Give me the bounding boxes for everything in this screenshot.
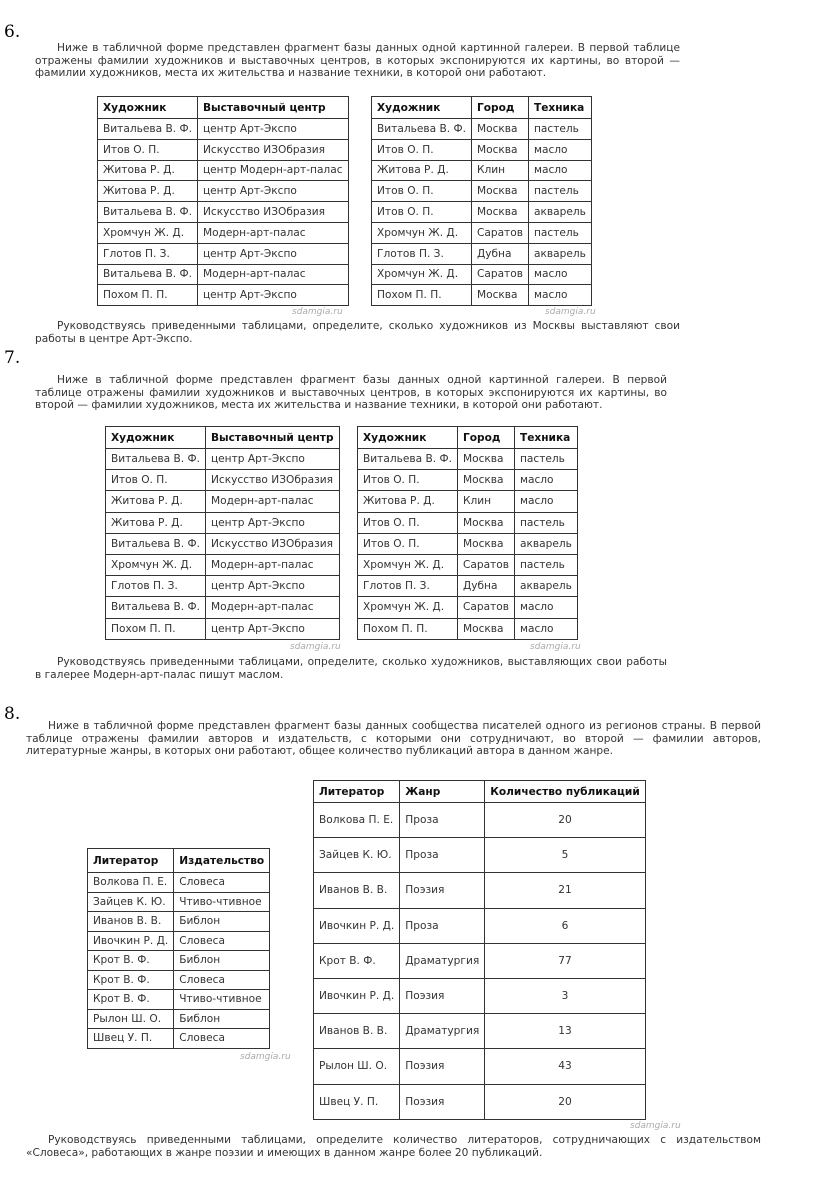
table-cell: акварель [514, 576, 577, 597]
table-cell: масло [528, 160, 591, 181]
table-row [314, 803, 646, 838]
column-header: Выставочный центр [205, 427, 339, 449]
problem-question: Руководствуясь приведенными таблицами, определите, сколько художников, выставляющих свои работы в галерее Модерн-арт-палас пишут маслом. [35, 656, 667, 681]
table-cell: центр Арт-Экспо [197, 119, 348, 140]
table-cell: Итов О. П. [98, 139, 198, 160]
table-cell: Итов О. П. [358, 533, 458, 554]
table-row [88, 1009, 270, 1029]
table-cell: Глотов П. З. [98, 243, 198, 264]
column-header: Литератор [314, 781, 400, 803]
table-row [372, 139, 592, 160]
table-cell: Швец У. П. [88, 1029, 174, 1049]
table-cell: Витальева В. Ф. [106, 597, 206, 618]
table-cell: Словеса [174, 931, 270, 951]
table-row [358, 449, 578, 470]
table-cell: Витальева В. Ф. [98, 119, 198, 140]
table-cell: Рылон Ш. О. [88, 1009, 174, 1029]
table-row [106, 512, 340, 533]
table-row [88, 990, 270, 1010]
table-row [372, 243, 592, 264]
table-cell: пастель [528, 222, 591, 243]
table-cell: Чтиво-чтивное [174, 990, 270, 1010]
column-header: Художник [372, 97, 472, 119]
table-row [98, 264, 349, 285]
table-cell: Поэзия [400, 873, 485, 908]
table-row [372, 202, 592, 223]
table-row [372, 160, 592, 181]
table-cell: Модерн-арт-палас [197, 222, 348, 243]
table-row [106, 576, 340, 597]
table-row [314, 873, 646, 908]
table-cell: Крот В. Ф. [88, 990, 174, 1010]
table-cell: масло [514, 491, 577, 512]
table-row [106, 470, 340, 491]
table-cell: Искусство ИЗОбразия [205, 470, 339, 491]
table-cell: центр Арт-Экспо [197, 285, 348, 306]
table-row [98, 243, 349, 264]
table-cell: Волкова П. Е. [314, 803, 400, 838]
table-row [358, 618, 578, 639]
table-cell: центр Арт-Экспо [197, 243, 348, 264]
table-cell: 3 [485, 978, 646, 1013]
watermark: sdamgia.ru [545, 307, 596, 317]
table-cell: центр Арт-Экспо [205, 512, 339, 533]
table-row [314, 943, 646, 978]
table-row [358, 512, 578, 533]
problem-number: 8. [4, 704, 21, 724]
problem-number: 7. [4, 348, 21, 368]
table-cell: пастель [528, 181, 591, 202]
table-row [88, 873, 270, 893]
table-cell: Похом П. П. [372, 285, 472, 306]
table-cell: Итов О. П. [358, 512, 458, 533]
table-cell: Словеса [174, 873, 270, 893]
table-cell: Витальева В. Ф. [372, 119, 472, 140]
table-cell: Саратов [471, 222, 528, 243]
table-t6a [97, 96, 349, 306]
table-cell: Похом П. П. [106, 618, 206, 639]
table-cell: Похом П. П. [358, 618, 458, 639]
table-cell: Итов О. П. [372, 139, 472, 160]
table-cell: центр Арт-Экспо [205, 576, 339, 597]
table-cell: 20 [485, 1084, 646, 1119]
table-cell: Москва [471, 181, 528, 202]
table-row [88, 970, 270, 990]
watermark: sdamgia.ru [290, 642, 341, 652]
table-cell: Москва [457, 449, 514, 470]
table-cell: Модерн-арт-палас [205, 491, 339, 512]
column-header: Жанр [400, 781, 485, 803]
table-cell: Словеса [174, 1029, 270, 1049]
table-cell: масло [528, 285, 591, 306]
table-cell: масло [514, 470, 577, 491]
table-cell: акварель [528, 243, 591, 264]
table-row [98, 119, 349, 140]
table-cell: пастель [514, 512, 577, 533]
table-cell: Глотов П. З. [106, 576, 206, 597]
problem-text: Ниже в табличной форме представлен фрагмент базы данных одной картинной галереи. В первой таблице отражены фамилии художников и выставочных центров, в которых экспонируются их картины, во второй — фамилии художников, места их жительства и название техники, в которой они работают. [35, 374, 667, 411]
table-cell: Проза [400, 803, 485, 838]
table-cell: Поэзия [400, 1049, 485, 1084]
column-header: Издательство [174, 849, 270, 873]
table-header-row [372, 97, 592, 119]
table-cell: Витальева В. Ф. [106, 449, 206, 470]
table-row [314, 908, 646, 943]
column-header: Литератор [88, 849, 174, 873]
table-cell: Саратов [457, 597, 514, 618]
table-row [106, 618, 340, 639]
table-row [314, 978, 646, 1013]
table-cell: акварель [528, 202, 591, 223]
table-row [98, 181, 349, 202]
table-cell: Витальева В. Ф. [98, 264, 198, 285]
table-cell: Искусство ИЗОбразия [197, 139, 348, 160]
table-cell: Библон [174, 912, 270, 932]
table-row [98, 285, 349, 306]
table-cell: центр Арт-Экспо [205, 449, 339, 470]
table-row [106, 554, 340, 575]
table-row [98, 202, 349, 223]
table-cell: центр Арт-Экспо [197, 181, 348, 202]
table-cell: Хромчун Ж. Д. [106, 554, 206, 575]
table-cell: Модерн-арт-палас [197, 264, 348, 285]
table-row [106, 449, 340, 470]
table-cell: Ивочкин Р. Д. [88, 931, 174, 951]
table-cell: Москва [457, 618, 514, 639]
table-row [314, 838, 646, 873]
table-cell: Клин [457, 491, 514, 512]
table-row [98, 222, 349, 243]
table-cell: Крот В. Ф. [314, 943, 400, 978]
column-header: Город [471, 97, 528, 119]
table-cell: центр Модерн-арт-палас [197, 160, 348, 181]
table-cell: Модерн-арт-палас [205, 554, 339, 575]
table-row [314, 1084, 646, 1119]
table-cell: Москва [471, 285, 528, 306]
table-cell: Витальева В. Ф. [358, 449, 458, 470]
table-row [106, 597, 340, 618]
table-cell: Поэзия [400, 978, 485, 1013]
table-cell: Витальева В. Ф. [106, 533, 206, 554]
table-cell: Драматургия [400, 943, 485, 978]
table-cell: 6 [485, 908, 646, 943]
column-header: Выставочный центр [197, 97, 348, 119]
problem-number: 6. [4, 22, 21, 42]
table-header-row [106, 427, 340, 449]
table-row [88, 951, 270, 971]
table-header-row [98, 97, 349, 119]
table-cell: Швец У. П. [314, 1084, 400, 1119]
problem-text: Ниже в табличной форме представлен фрагмент базы данных одной картинной галереи. В первой таблице отражены фамилии художников и выставочных центров, в которых экспонируются их картины, во второй — фамилии художников, места их жительства и название техники, в которой они работают. [35, 42, 680, 79]
table-cell: 21 [485, 873, 646, 908]
table-cell: Зайцев К. Ю. [314, 838, 400, 873]
watermark: sdamgia.ru [530, 642, 581, 652]
table-cell: Москва [457, 512, 514, 533]
table-cell: Иванов В. В. [314, 1014, 400, 1049]
table-cell: Итов О. П. [372, 202, 472, 223]
table-row [358, 533, 578, 554]
table-cell: Библон [174, 951, 270, 971]
table-cell: масло [514, 618, 577, 639]
table-cell: Рылон Ш. О. [314, 1049, 400, 1084]
column-header: Город [457, 427, 514, 449]
table-cell: Хромчун Ж. Д. [358, 554, 458, 575]
table-cell: 20 [485, 803, 646, 838]
table-t7a [105, 426, 340, 640]
problem-text: Ниже в табличной форме представлен фрагмент базы данных сообщества писателей одного из регионов страны. В первой таблице отражены фамилии авторов и издательств, с которыми они сотрудничают, во второй — фамилии авторов, литературные жанры, в которых они работают, общее количество публикаций автора в данном жанре. [26, 720, 761, 757]
table-cell: Клин [471, 160, 528, 181]
table-row [372, 285, 592, 306]
table-cell: Ивочкин Р. Д. [314, 978, 400, 1013]
table-t8a [87, 848, 270, 1049]
table-cell: Похом П. П. [98, 285, 198, 306]
table-cell: Дубна [457, 576, 514, 597]
watermark: sdamgia.ru [630, 1121, 681, 1131]
table-cell: Хромчун Ж. Д. [98, 222, 198, 243]
table-cell: Житова Р. Д. [106, 512, 206, 533]
table-cell: Модерн-арт-палас [205, 597, 339, 618]
column-header: Художник [98, 97, 198, 119]
table-header-row [88, 849, 270, 873]
table-cell: Глотов П. З. [372, 243, 472, 264]
table-cell: пастель [528, 119, 591, 140]
table-cell: Искусство ИЗОбразия [197, 202, 348, 223]
table-cell: Итов О. П. [372, 181, 472, 202]
table-cell: Житова Р. Д. [106, 491, 206, 512]
table-cell: 77 [485, 943, 646, 978]
table-cell: Библон [174, 1009, 270, 1029]
table-cell: Хромчун Ж. Д. [372, 222, 472, 243]
table-row [106, 533, 340, 554]
table-cell: Хромчун Ж. Д. [358, 597, 458, 618]
table-cell: 43 [485, 1049, 646, 1084]
table-cell: масло [528, 139, 591, 160]
problem-question: Руководствуясь приведенными таблицами, определите количество литераторов, сотрудничающих с издательством «Словеса», работающих в жанре поэзии и имеющих в данном жанре более 20 публикаций. [26, 1134, 761, 1159]
column-header: Техника [514, 427, 577, 449]
watermark: sdamgia.ru [292, 307, 343, 317]
table-row [98, 139, 349, 160]
table-row [106, 491, 340, 512]
table-cell: Крот В. Ф. [88, 970, 174, 990]
table-cell: Житова Р. Д. [98, 181, 198, 202]
column-header: Техника [528, 97, 591, 119]
problem-question: Руководствуясь приведенными таблицами, определите, сколько художников из Москвы выставляют свои работы в центре Арт-Экспо. [35, 320, 680, 345]
table-cell: центр Арт-Экспо [205, 618, 339, 639]
table-row [314, 1014, 646, 1049]
table-row [372, 119, 592, 140]
table-cell: 5 [485, 838, 646, 873]
table-cell: Итов О. П. [106, 470, 206, 491]
table-row [358, 554, 578, 575]
table-cell: Саратов [471, 264, 528, 285]
table-cell: Искусство ИЗОбразия [205, 533, 339, 554]
table-cell: Житова Р. Д. [358, 491, 458, 512]
table-cell: Москва [471, 202, 528, 223]
table-cell: масло [528, 264, 591, 285]
table-cell: Хромчун Ж. Д. [372, 264, 472, 285]
column-header: Количество публикаций [485, 781, 646, 803]
table-row [358, 597, 578, 618]
table-row [358, 576, 578, 597]
table-cell: Итов О. П. [358, 470, 458, 491]
watermark: sdamgia.ru [240, 1052, 291, 1062]
table-row [88, 931, 270, 951]
column-header: Художник [358, 427, 458, 449]
table-cell: Глотов П. З. [358, 576, 458, 597]
table-cell: Словеса [174, 970, 270, 990]
table-row [98, 160, 349, 181]
table-cell: пастель [514, 449, 577, 470]
table-cell: Иванов В. В. [314, 873, 400, 908]
column-header: Художник [106, 427, 206, 449]
table-row [88, 892, 270, 912]
table-row [88, 1029, 270, 1049]
table-t7b [357, 426, 578, 640]
table-t6b [371, 96, 592, 306]
table-cell: Ивочкин Р. Д. [314, 908, 400, 943]
table-row [88, 912, 270, 932]
table-cell: Зайцев К. Ю. [88, 892, 174, 912]
table-row [372, 222, 592, 243]
table-cell: Москва [457, 533, 514, 554]
table-cell: Витальева В. Ф. [98, 202, 198, 223]
table-cell: масло [514, 597, 577, 618]
table-header-row [314, 781, 646, 803]
table-cell: Крот В. Ф. [88, 951, 174, 971]
table-cell: Иванов В. В. [88, 912, 174, 932]
table-t8b [313, 780, 646, 1120]
table-cell: Волкова П. Е. [88, 873, 174, 893]
table-cell: Москва [471, 119, 528, 140]
table-cell: Чтиво-чтивное [174, 892, 270, 912]
table-row [372, 181, 592, 202]
table-cell: Саратов [457, 554, 514, 575]
table-row [358, 470, 578, 491]
table-row [372, 264, 592, 285]
table-cell: Дубна [471, 243, 528, 264]
table-row [358, 491, 578, 512]
table-cell: Житова Р. Д. [98, 160, 198, 181]
table-cell: 13 [485, 1014, 646, 1049]
table-cell: Житова Р. Д. [372, 160, 472, 181]
table-cell: Москва [471, 139, 528, 160]
table-cell: акварель [514, 533, 577, 554]
table-header-row [358, 427, 578, 449]
table-cell: Поэзия [400, 1084, 485, 1119]
table-cell: пастель [514, 554, 577, 575]
table-cell: Проза [400, 908, 485, 943]
table-cell: Проза [400, 838, 485, 873]
table-cell: Драматургия [400, 1014, 485, 1049]
table-row [314, 1049, 646, 1084]
table-cell: Москва [457, 470, 514, 491]
